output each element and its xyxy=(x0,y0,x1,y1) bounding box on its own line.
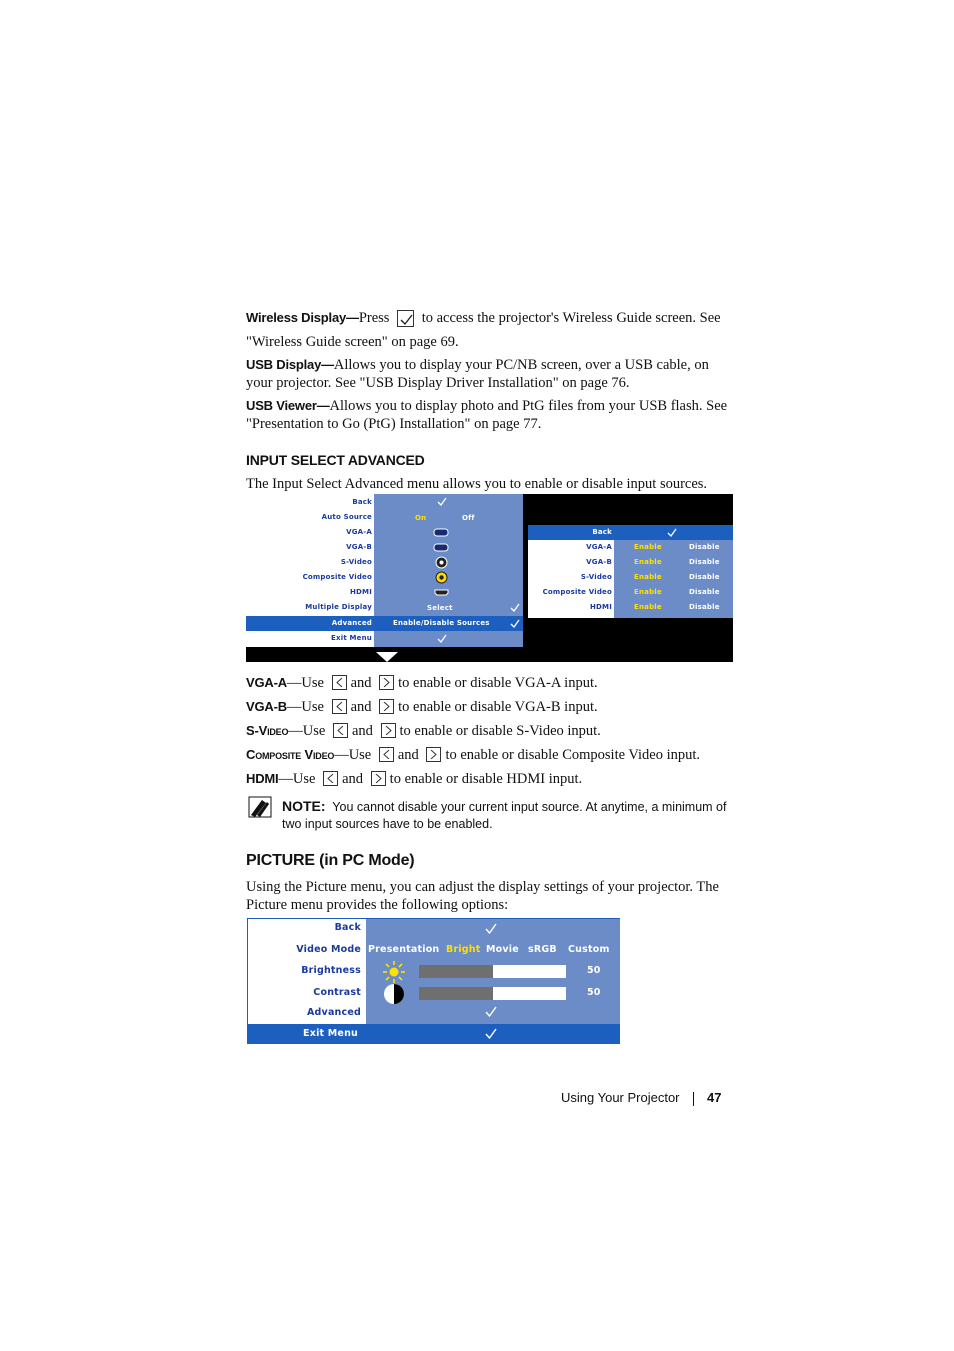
usb-display-label: USB Display— xyxy=(246,357,334,372)
hdmi-connector-icon xyxy=(434,589,449,596)
mode-bright[interactable]: Bright xyxy=(446,944,481,955)
vga-connector-icon xyxy=(433,528,449,537)
submenu-back-label[interactable]: Back xyxy=(592,528,612,536)
contrast-value: 50 xyxy=(587,987,601,998)
submenu-vga-a-label[interactable]: VGA-A xyxy=(586,543,612,551)
vga-connector-icon xyxy=(433,543,449,552)
usb-viewer-label: USB Viewer— xyxy=(246,398,330,413)
composite-control-line: Composite Video—Use and to enable or disable Composite Video input. xyxy=(246,747,701,763)
hdmi-disable[interactable]: Disable xyxy=(689,603,720,611)
auto-source-on[interactable]: On xyxy=(415,514,427,522)
submenu-hdmi-label[interactable]: HDMI xyxy=(589,603,612,611)
input-select-heading: INPUT SELECT ADVANCED xyxy=(246,452,425,468)
menu1-vga-b-label[interactable]: VGA-B xyxy=(346,543,372,551)
enter-button-icon xyxy=(397,310,414,327)
check-icon xyxy=(667,528,677,537)
s-video-control-line: S-Video—Use and to enable or disable S-Video input. xyxy=(246,723,601,739)
right-arrow-icon xyxy=(381,723,396,738)
menu3-video-mode-label[interactable]: Video Mode xyxy=(296,944,361,955)
s-video-enable[interactable]: Enable xyxy=(634,573,662,581)
check-icon xyxy=(510,603,520,612)
left-arrow-icon xyxy=(333,723,348,738)
vga-b-disable[interactable]: Disable xyxy=(689,558,720,566)
right-arrow-icon xyxy=(379,699,394,714)
vga-b-enable[interactable]: Enable xyxy=(634,558,662,566)
brightness-slider[interactable] xyxy=(419,965,566,978)
composite-enable[interactable]: Enable xyxy=(634,588,662,596)
usb-display-paragraph: USB Display—Allows you to display your PC/NB screen, over a USB cable, on your projector. See "USB Display Driver Installation" on page 76. xyxy=(246,357,709,391)
menu3-back-label[interactable]: Back xyxy=(334,922,361,933)
vga-a-enable[interactable]: Enable xyxy=(634,543,662,551)
submenu-s-video-label[interactable]: S-Video xyxy=(580,573,612,581)
footer-divider xyxy=(693,1092,694,1106)
composite-connector-icon xyxy=(435,571,448,584)
check-icon xyxy=(437,634,447,643)
mode-custom[interactable]: Custom xyxy=(568,944,610,955)
contrast-slider-fill xyxy=(419,987,493,1000)
brightness-sun-icon xyxy=(383,961,405,983)
right-arrow-icon xyxy=(426,747,441,762)
menu1-back-label[interactable]: Back xyxy=(352,498,372,506)
wireless-display-ref: "Wireless Guide screen" on page 69. xyxy=(246,334,459,350)
check-icon xyxy=(510,619,520,628)
note-label: NOTE: xyxy=(282,798,326,814)
check-icon xyxy=(437,497,447,506)
enable-disable-sources[interactable]: Enable/Disable Sources xyxy=(393,619,490,627)
menu1-hdmi-label[interactable]: HDMI xyxy=(349,588,372,596)
composite-disable[interactable]: Disable xyxy=(689,588,720,596)
s-video-disable[interactable]: Disable xyxy=(689,573,720,581)
left-arrow-icon xyxy=(379,747,394,762)
menu1-multiple-display-label[interactable]: Multiple Display xyxy=(305,603,372,611)
left-arrow-icon xyxy=(332,699,347,714)
arrow-down-icon xyxy=(376,652,398,662)
contrast-slider[interactable] xyxy=(419,987,566,1000)
left-arrow-icon xyxy=(332,675,347,690)
picture-heading: PICTURE (in PC Mode) xyxy=(246,852,415,869)
menu1-advanced-label[interactable]: Advanced xyxy=(331,619,372,627)
mode-movie[interactable]: Movie xyxy=(486,944,519,955)
check-icon xyxy=(485,1006,497,1017)
menu1-exit-menu-label[interactable]: Exit Menu xyxy=(331,634,372,642)
menu1-vga-a-label[interactable]: VGA-A xyxy=(346,528,372,536)
usb-viewer-paragraph: USB Viewer—Allows you to display photo and PtG files from your USB flash. See "Presentation to Go (PtG) Installation" on page 77. xyxy=(246,398,728,432)
menu3-contrast-label[interactable]: Contrast xyxy=(313,987,361,998)
note-block xyxy=(282,798,736,833)
multiple-display-select[interactable]: Select xyxy=(427,604,453,612)
wireless-display-label: Wireless Display— xyxy=(246,310,359,325)
vga-a-control-line: VGA-A—Use and to enable or disable VGA-A input. xyxy=(246,675,598,691)
hdmi-control-line: HDMI—Use and to enable or disable HDMI input. xyxy=(246,771,583,787)
footer-section: Using Your Projector xyxy=(561,1090,680,1105)
right-arrow-icon xyxy=(379,675,394,690)
submenu-composite-label[interactable]: Composite Video xyxy=(542,588,612,596)
menu3-brightness-label[interactable]: Brightness xyxy=(301,965,361,976)
submenu-panel xyxy=(528,525,733,618)
note-text: You cannot disable your current input source. At anytime, a minimum of two input sources have to be enabled. xyxy=(282,800,727,831)
right-arrow-icon xyxy=(371,771,386,786)
auto-source-off[interactable]: Off xyxy=(462,514,475,522)
wireless-display-paragraph: Wireless Display—Press to access the projector's Wireless Guide screen. See xyxy=(246,310,721,326)
submenu-vga-b-label[interactable]: VGA-B xyxy=(586,558,612,566)
vga-a-disable[interactable]: Disable xyxy=(689,543,720,551)
picture-menu-figure xyxy=(247,918,620,1044)
picture-intro: Using the Picture menu, you can adjust the display settings of your projector. The Picture menu provides the following options: xyxy=(246,879,719,913)
page-number: 47 xyxy=(707,1090,722,1105)
note-pencil-icon xyxy=(248,796,272,818)
left-arrow-icon xyxy=(323,771,338,786)
check-icon xyxy=(485,923,497,934)
brightness-value: 50 xyxy=(587,965,601,976)
menu3-advanced-label[interactable]: Advanced xyxy=(307,1007,361,1018)
brightness-slider-fill xyxy=(419,965,493,978)
mode-presentation[interactable]: Presentation xyxy=(368,944,440,955)
s-video-connector-icon xyxy=(435,556,448,569)
menu1-auto-source-label[interactable]: Auto Source xyxy=(321,513,372,521)
check-icon xyxy=(485,1028,497,1039)
hdmi-enable[interactable]: Enable xyxy=(634,603,662,611)
menu3-exit-menu-label[interactable]: Exit Menu xyxy=(303,1028,358,1039)
input-select-intro: The Input Select Advanced menu allows you to enable or disable input sources. xyxy=(246,476,708,492)
mode-srgb[interactable]: sRGB xyxy=(528,944,557,955)
menu1-composite-video-label[interactable]: Composite Video xyxy=(302,573,372,581)
input-select-menu-figure xyxy=(246,494,733,662)
contrast-icon xyxy=(383,983,405,1005)
menu1-s-video-label[interactable]: S-Video xyxy=(340,558,372,566)
vga-b-control-line: VGA-B—Use and to enable or disable VGA-B input. xyxy=(246,699,598,715)
